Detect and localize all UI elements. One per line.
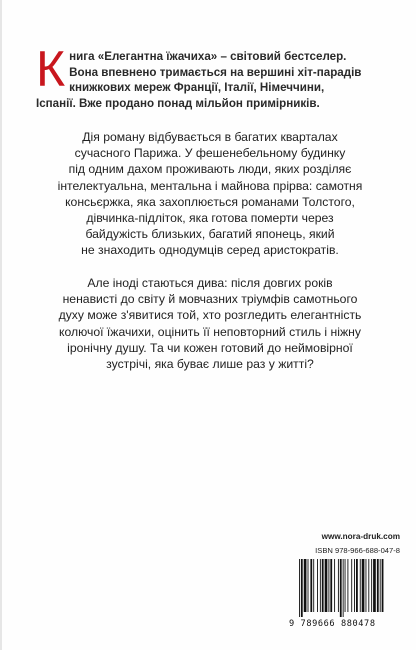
barcode-bar xyxy=(338,559,339,612)
lead-line: книжкових мереж Франції, Італії, Німеччини, xyxy=(69,81,325,94)
barcode-bar xyxy=(313,559,314,612)
paragraph-line: консьєржка, яка захоплюється романами Толстого, xyxy=(65,194,355,209)
barcode-bar xyxy=(310,559,312,612)
barcode-image xyxy=(297,559,398,617)
lead-paragraph xyxy=(36,41,386,111)
publisher-website: www.nora-druk.com xyxy=(321,532,400,541)
barcode-digits: 9 789666 880478 xyxy=(289,619,376,629)
paragraph-line: не знаходить однодумців серед аристократів. xyxy=(81,243,339,258)
barcode-bar xyxy=(299,559,300,617)
paragraph-line: під одним дахом проживають люди, яких розділяє xyxy=(68,162,352,177)
description-paragraph-1 xyxy=(22,129,398,259)
lead-line: Іспанії. Вже продано понад мільйон примірників. xyxy=(36,96,320,110)
barcode-bar xyxy=(360,559,361,612)
barcode-bar xyxy=(343,559,344,617)
barcode-bar xyxy=(368,559,369,612)
paragraph-line: зустрічі, яка буває лише раз у житті? xyxy=(106,357,314,372)
barcode-bar xyxy=(308,559,309,612)
paragraph-line: духу може з'явитися той, хто розгледить елегантність xyxy=(58,308,362,323)
barcode-bar xyxy=(356,559,358,612)
barcode-bar xyxy=(322,559,324,612)
barcode-bar xyxy=(354,559,355,612)
barcode-bar xyxy=(366,559,367,612)
barcode-bar xyxy=(362,559,365,612)
lead-line: нига «Елегантна їжачиха» – світовий бестселер. xyxy=(69,50,347,63)
barcode-bar xyxy=(382,559,384,612)
barcode-bar xyxy=(328,559,329,612)
barcode-bar xyxy=(377,559,379,612)
barcode-bar xyxy=(380,559,381,612)
paragraph-line: інтелектуальна, ментальна і майнова прірва: самотня xyxy=(57,178,363,193)
paragraph-line: Дія роману відбувається в багатих кварталах xyxy=(82,130,338,144)
barcode-bar xyxy=(351,559,352,612)
barcode-bar xyxy=(373,559,376,612)
paragraph-line: сучасного Парижа. У фешенебельному будинку xyxy=(74,146,346,161)
publisher-footer xyxy=(290,532,400,555)
barcode-bar xyxy=(371,559,372,612)
barcode-bar xyxy=(301,559,303,617)
barcode-bar xyxy=(347,559,348,612)
barcode-bar xyxy=(334,559,335,612)
barcode-bar xyxy=(345,559,346,612)
paragraph-line: іронічну душу. Та чи кожен готовий до неймовірної xyxy=(67,340,353,355)
barcode-bar xyxy=(304,559,307,612)
paragraph-line: ненависті до світу й мовчазних тріумфів самотнього xyxy=(62,292,358,307)
paragraph-line: колючої їжачихи, оцінить її неповторний стиль і ніжну xyxy=(59,324,361,339)
lead-line: Вона впевнено тримається на вершині хіт-парадів xyxy=(69,65,362,79)
drop-cap-letter: К xyxy=(36,41,66,97)
description-paragraph-2 xyxy=(22,275,398,372)
paragraph-line: байдужість близьких, багатий японець, який xyxy=(85,227,335,242)
isbn-number: ISBN 978-966-688-047-8 xyxy=(315,546,400,555)
paragraph-line: дівчинка-підліток, яка готова померти через xyxy=(86,211,334,226)
paragraph-line: Але іноді стаються дива: після довгих років xyxy=(87,276,333,290)
barcode-bar xyxy=(320,559,321,612)
barcode-bar xyxy=(325,559,328,612)
barcode-bar xyxy=(317,559,318,612)
barcode-bar xyxy=(330,559,332,612)
barcode-bar xyxy=(340,559,342,617)
